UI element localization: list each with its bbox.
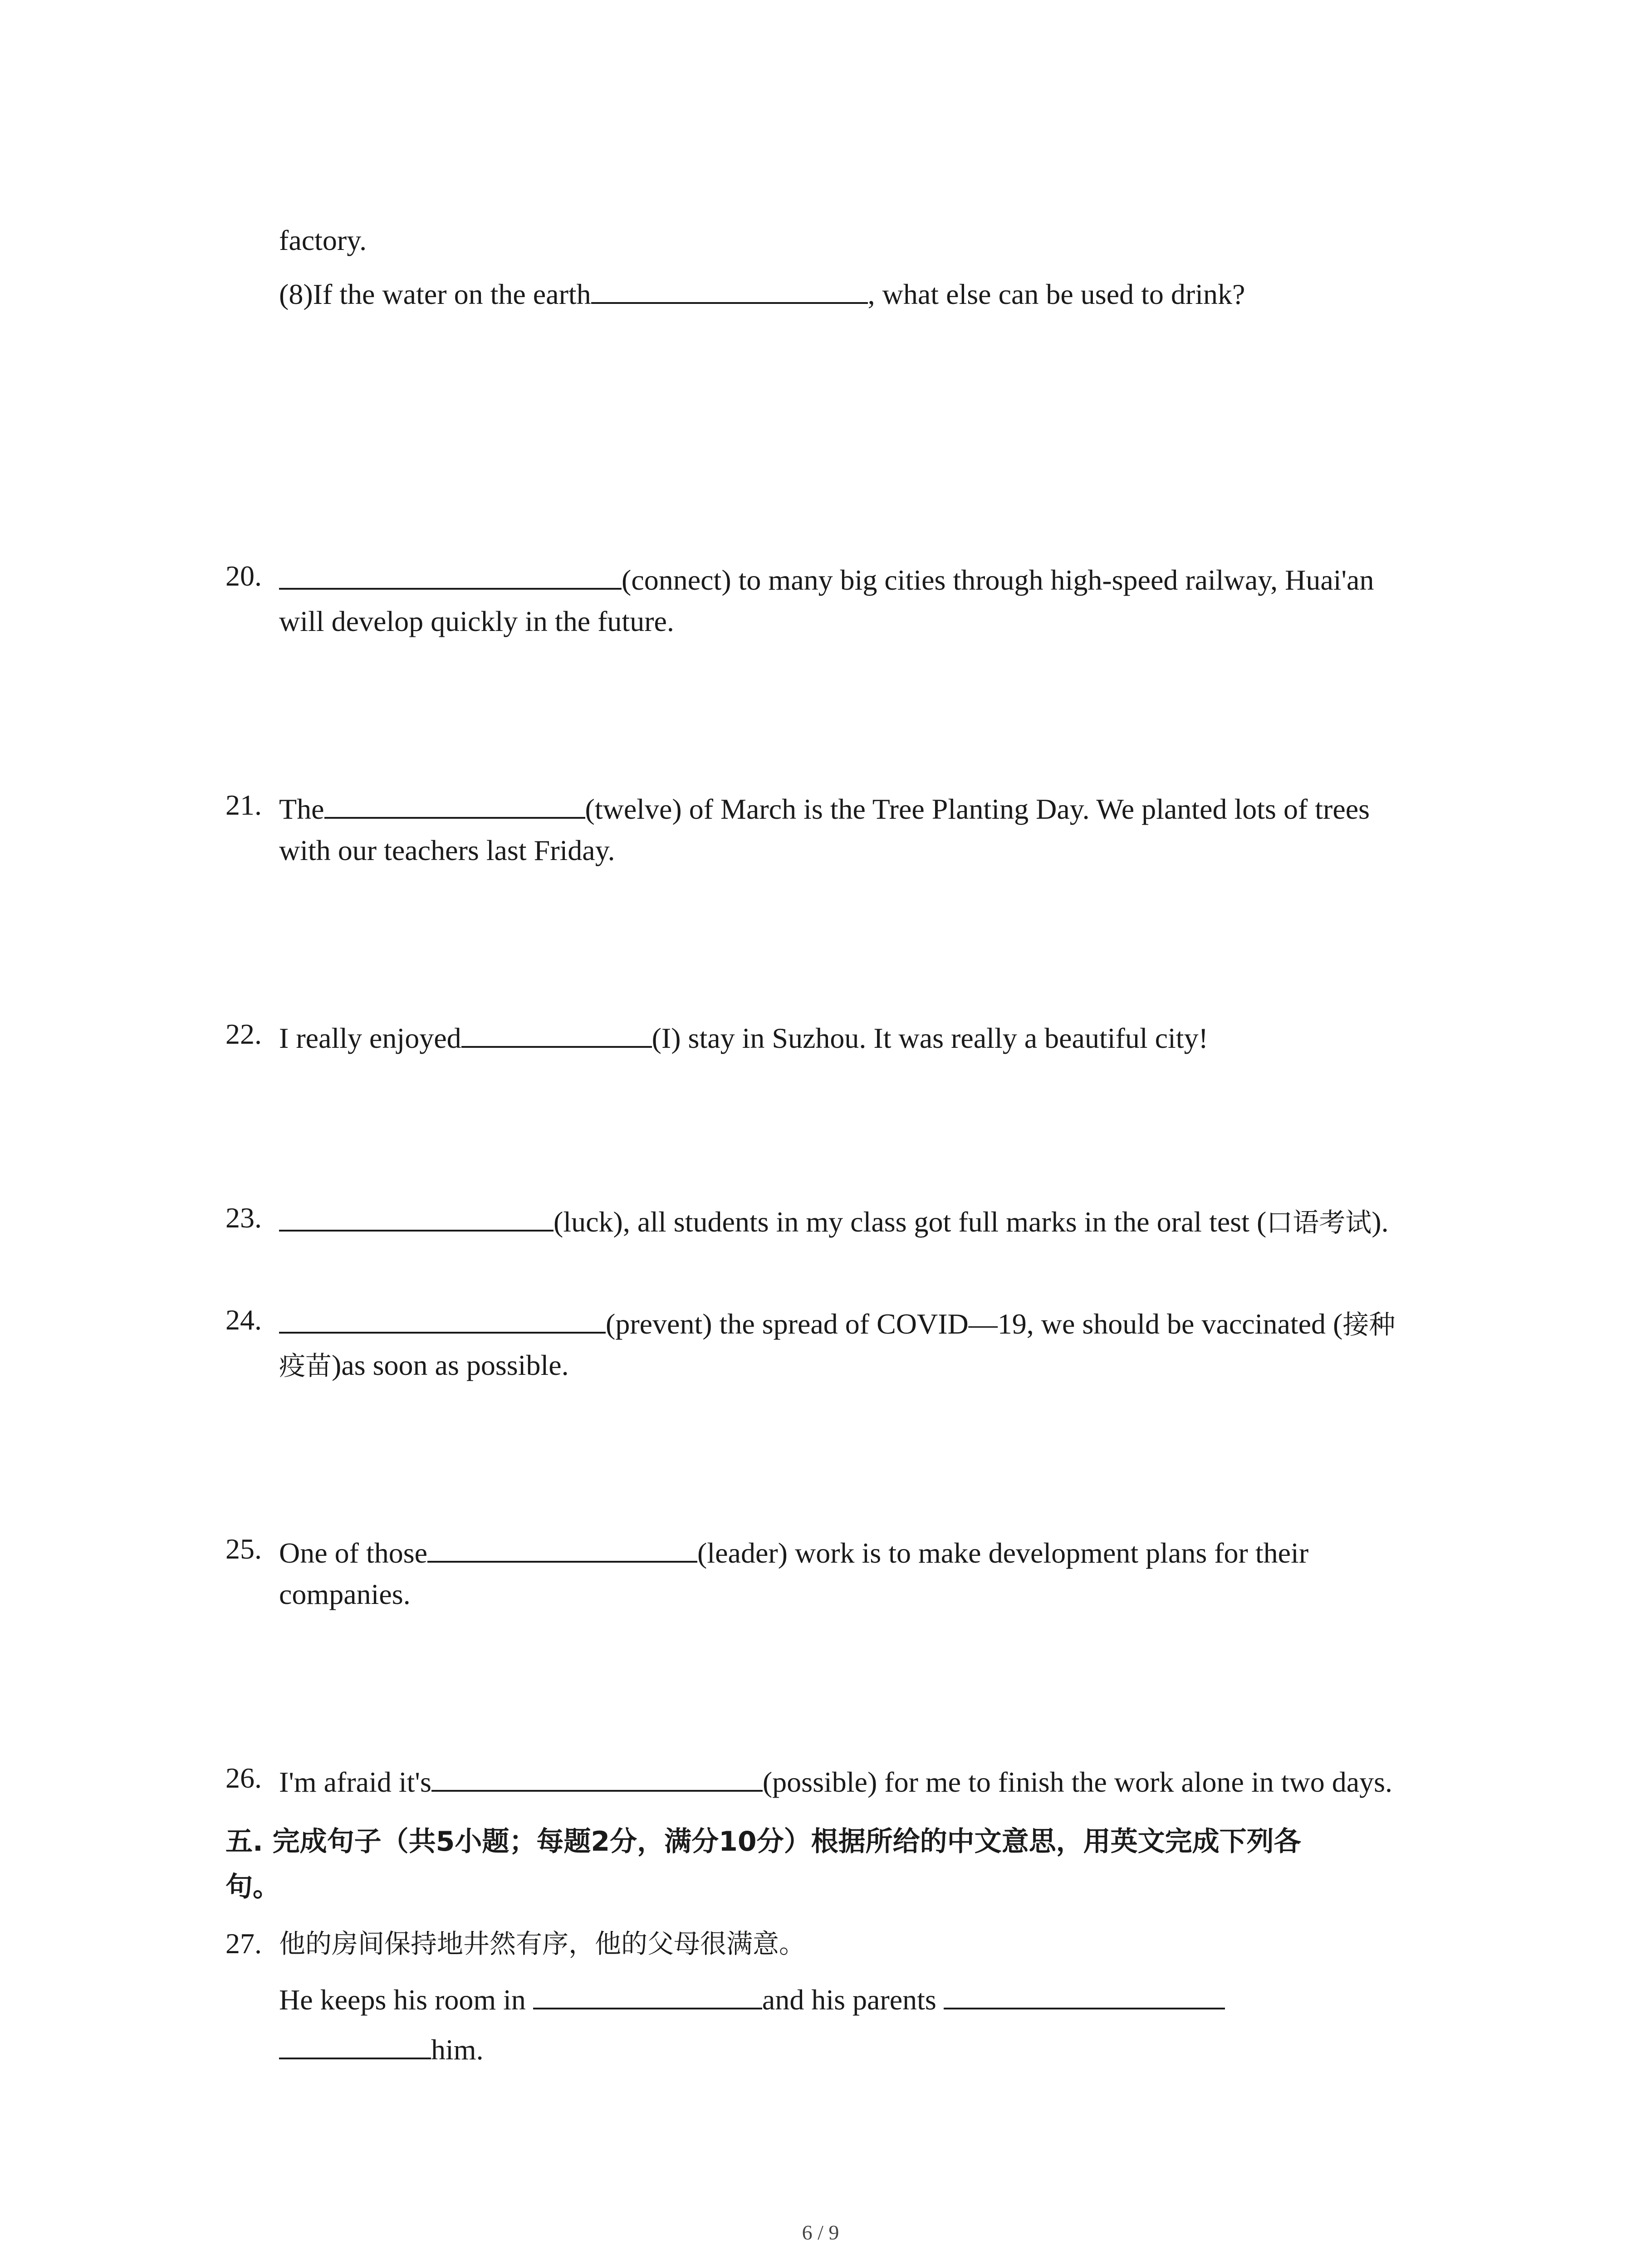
question-number: 22. (225, 1018, 262, 1050)
q27-end: him. (431, 2033, 484, 2066)
q19-line1-text: factory. (279, 224, 367, 256)
q24-cjk-gloss-1: 接种 (1342, 1309, 1396, 1340)
q26-pre: I'm afraid it's (279, 1766, 431, 1798)
q26-blank[interactable] (431, 1760, 763, 1792)
q27-chinese-prompt: 他的房间保持地井然有序，他的父母很满意。 (279, 1928, 806, 1959)
question-number: 24. (225, 1304, 262, 1336)
q24-line2-text: )as soon as possible. (332, 1349, 569, 1381)
q20-line2-text: will develop quickly in the future. (279, 605, 674, 637)
question-25 (0, 1531, 1641, 1567)
q27-pre: He keeps his room in (279, 1984, 533, 2016)
q23-end: ). (1372, 1206, 1389, 1238)
q24-text: (prevent) the spread of COVID—19, we should be vaccinated ( (606, 1308, 1343, 1340)
q19-item8-pre: (8)If the water on the earth (279, 278, 591, 310)
question-number: 26. (225, 1762, 262, 1794)
question-27-english-line (0, 1978, 1641, 2014)
question-22 (0, 1016, 1641, 1052)
q19-item8-blank[interactable] (591, 272, 868, 304)
question-25-line2 (0, 1576, 1641, 1613)
q25-blank[interactable] (427, 1531, 697, 1563)
q20-blank[interactable] (279, 558, 622, 590)
q19-item8-line (0, 272, 1641, 308)
q27-blank-3[interactable] (279, 2028, 431, 2059)
question-number: 21. (225, 789, 262, 821)
q22-text: (I) stay in Suzhou. It was really a beautiful city! (652, 1022, 1208, 1054)
q27-blank-1[interactable] (533, 1978, 762, 2009)
question-24 (0, 1302, 1641, 1338)
q23-text: (luck), all students in my class got full marks in the oral test ( (554, 1206, 1267, 1238)
q26-text: (possible) for me to finish the work alone in two days. (762, 1766, 1393, 1798)
question-27-line3 (0, 2028, 1641, 2064)
question-24-line2 (0, 1347, 1641, 1383)
q25-pre: One of those (279, 1537, 428, 1569)
question-23 (0, 1200, 1641, 1236)
q21-blank[interactable] (324, 787, 585, 819)
q23-cjk-gloss: 口语考试 (1266, 1207, 1372, 1238)
q19-continuation-line (0, 222, 1641, 259)
section-5-heading: 五. 完成句子（共5小题；每题2分，满分10分）根据所给的中文意思，用英文完成下列各 (225, 1826, 1301, 1857)
question-21 (0, 787, 1641, 823)
question-number: 23. (225, 1202, 262, 1234)
q20-text: (connect) to many big cities through high-speed railway, Huai'an (622, 564, 1374, 596)
q22-pre: I really enjoyed (279, 1022, 461, 1054)
q25-text: (leader) work is to make development plans for their (697, 1537, 1309, 1569)
question-21-line2 (0, 832, 1641, 869)
question-26 (0, 1760, 1641, 1796)
q25-line2-text: companies. (279, 1578, 411, 1610)
q21-line2-text: with our teachers last Friday. (279, 834, 615, 866)
q27-mid: and his parents (762, 1984, 944, 2016)
question-number: 27. (225, 1927, 262, 1960)
question-number: 25. (225, 1533, 262, 1565)
q23-blank[interactable] (279, 1200, 554, 1232)
q21-pre: The (279, 793, 324, 825)
question-number: 20. (225, 560, 262, 592)
section-5-heading-line2: 句。 (225, 1871, 280, 1903)
q27-blank-2[interactable] (944, 1978, 1225, 2009)
question-20-line2 (0, 603, 1641, 640)
page-number: 6 / 9 (802, 2221, 839, 2244)
question-27 (0, 1926, 1641, 1962)
q24-cjk-gloss-2: 疫苗 (279, 1350, 332, 1381)
q21-text: (twelve) of March is the Tree Planting Day. We planted lots of trees (585, 793, 1370, 825)
q19-item8-post: , what else can be used to drink? (867, 278, 1245, 310)
question-20 (0, 558, 1641, 594)
q24-blank[interactable] (279, 1302, 606, 1334)
q22-blank[interactable] (461, 1016, 652, 1048)
